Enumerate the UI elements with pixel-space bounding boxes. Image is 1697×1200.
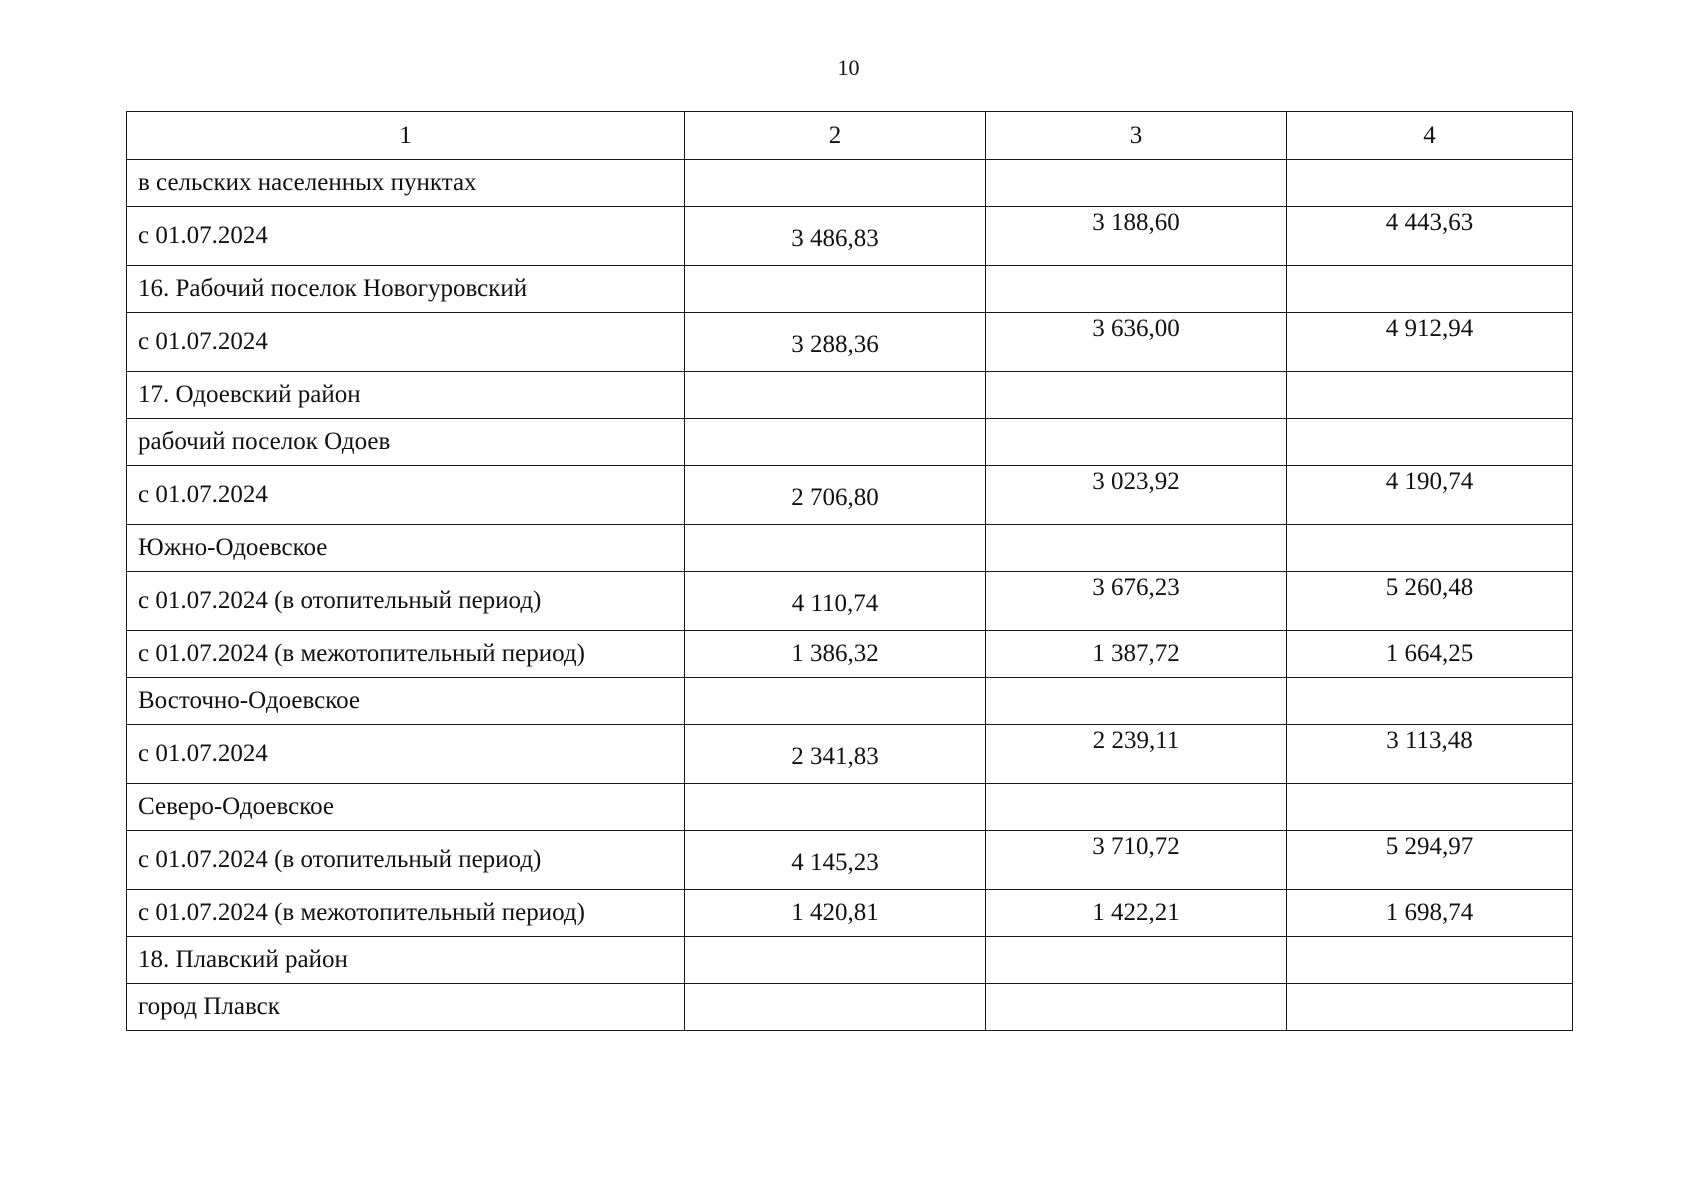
row-label: в сельских населенных пунктах xyxy=(127,160,685,207)
table-header-row xyxy=(127,112,1573,160)
value-cell xyxy=(986,160,1287,207)
value-cell xyxy=(986,937,1287,984)
row-label: с 01.07.2024 xyxy=(127,207,685,266)
row-label: город Плавск xyxy=(127,984,685,1031)
value-cell xyxy=(685,372,986,419)
value-cell xyxy=(685,160,986,207)
value-cell xyxy=(986,525,1287,572)
value-cell: 5 294,97 xyxy=(1287,831,1573,890)
row-label: с 01.07.2024 (в межотопительный период) xyxy=(127,890,685,937)
table-row xyxy=(127,160,1573,207)
value-cell xyxy=(1287,266,1573,313)
value-cell: 4 443,63 xyxy=(1287,207,1573,266)
value-cell xyxy=(1287,419,1573,466)
value-cell: 1 420,81 xyxy=(685,890,986,937)
row-label: Южно-Одоевское xyxy=(127,525,685,572)
value-cell: 1 664,25 xyxy=(1287,631,1573,678)
row-label: 17. Одоевский район xyxy=(127,372,685,419)
value-cell xyxy=(986,419,1287,466)
value-cell: 2 239,11 xyxy=(986,725,1287,784)
value-cell: 5 260,48 xyxy=(1287,572,1573,631)
row-label: с 01.07.2024 xyxy=(127,725,685,784)
value-cell: 4 190,74 xyxy=(1287,466,1573,525)
value-cell xyxy=(986,678,1287,725)
value-cell xyxy=(685,784,986,831)
row-label: 16. Рабочий поселок Новогуровский xyxy=(127,266,685,313)
row-label: с 01.07.2024 xyxy=(127,313,685,372)
table-row xyxy=(127,466,1573,525)
value-cell xyxy=(1287,372,1573,419)
value-cell: 2 341,83 xyxy=(685,725,986,784)
table-row xyxy=(127,725,1573,784)
value-cell xyxy=(1287,160,1573,207)
value-cell: 4 912,94 xyxy=(1287,313,1573,372)
table-row xyxy=(127,831,1573,890)
value-cell: 2 706,80 xyxy=(685,466,986,525)
column-header: 4 xyxy=(1287,112,1573,160)
row-label: 18. Плавский район xyxy=(127,937,685,984)
table-row xyxy=(127,313,1573,372)
value-cell: 3 710,72 xyxy=(986,831,1287,890)
column-header: 1 xyxy=(127,112,685,160)
value-cell: 3 288,36 xyxy=(685,313,986,372)
column-header: 2 xyxy=(685,112,986,160)
value-cell: 4 110,74 xyxy=(685,572,986,631)
tariff-table xyxy=(126,111,1573,1031)
table-row xyxy=(127,572,1573,631)
row-label: Северо-Одоевское xyxy=(127,784,685,831)
value-cell: 3 676,23 xyxy=(986,572,1287,631)
value-cell xyxy=(685,266,986,313)
table-row xyxy=(127,984,1573,1031)
value-cell xyxy=(1287,784,1573,831)
value-cell xyxy=(1287,937,1573,984)
value-cell: 3 486,83 xyxy=(685,207,986,266)
value-cell xyxy=(685,419,986,466)
row-label: с 01.07.2024 (в межотопительный период) xyxy=(127,631,685,678)
value-cell: 1 422,21 xyxy=(986,890,1287,937)
value-cell xyxy=(685,937,986,984)
value-cell xyxy=(986,984,1287,1031)
value-cell xyxy=(685,525,986,572)
value-cell xyxy=(685,678,986,725)
row-label: с 01.07.2024 xyxy=(127,466,685,525)
value-cell: 3 636,00 xyxy=(986,313,1287,372)
value-cell: 3 188,60 xyxy=(986,207,1287,266)
value-cell xyxy=(1287,984,1573,1031)
value-cell: 4 145,23 xyxy=(685,831,986,890)
value-cell: 3 023,92 xyxy=(986,466,1287,525)
value-cell xyxy=(1287,525,1573,572)
value-cell xyxy=(986,266,1287,313)
table-row xyxy=(127,266,1573,313)
row-label: Восточно-Одоевское xyxy=(127,678,685,725)
row-label: с 01.07.2024 (в отопительный период) xyxy=(127,831,685,890)
table-row xyxy=(127,678,1573,725)
value-cell xyxy=(685,984,986,1031)
value-cell: 1 387,72 xyxy=(986,631,1287,678)
table-row xyxy=(127,890,1573,937)
table-row xyxy=(127,372,1573,419)
value-cell xyxy=(986,372,1287,419)
value-cell: 3 113,48 xyxy=(1287,725,1573,784)
row-label: с 01.07.2024 (в отопительный период) xyxy=(127,572,685,631)
table-row xyxy=(127,525,1573,572)
table-row xyxy=(127,631,1573,678)
page-number: 10 xyxy=(837,55,860,80)
value-cell: 1 698,74 xyxy=(1287,890,1573,937)
table-row xyxy=(127,419,1573,466)
column-header: 3 xyxy=(986,112,1287,160)
table-row xyxy=(127,207,1573,266)
table-row xyxy=(127,937,1573,984)
value-cell xyxy=(1287,678,1573,725)
row-label: рабочий поселок Одоев xyxy=(127,419,685,466)
value-cell: 1 386,32 xyxy=(685,631,986,678)
value-cell xyxy=(986,784,1287,831)
table-row xyxy=(127,784,1573,831)
